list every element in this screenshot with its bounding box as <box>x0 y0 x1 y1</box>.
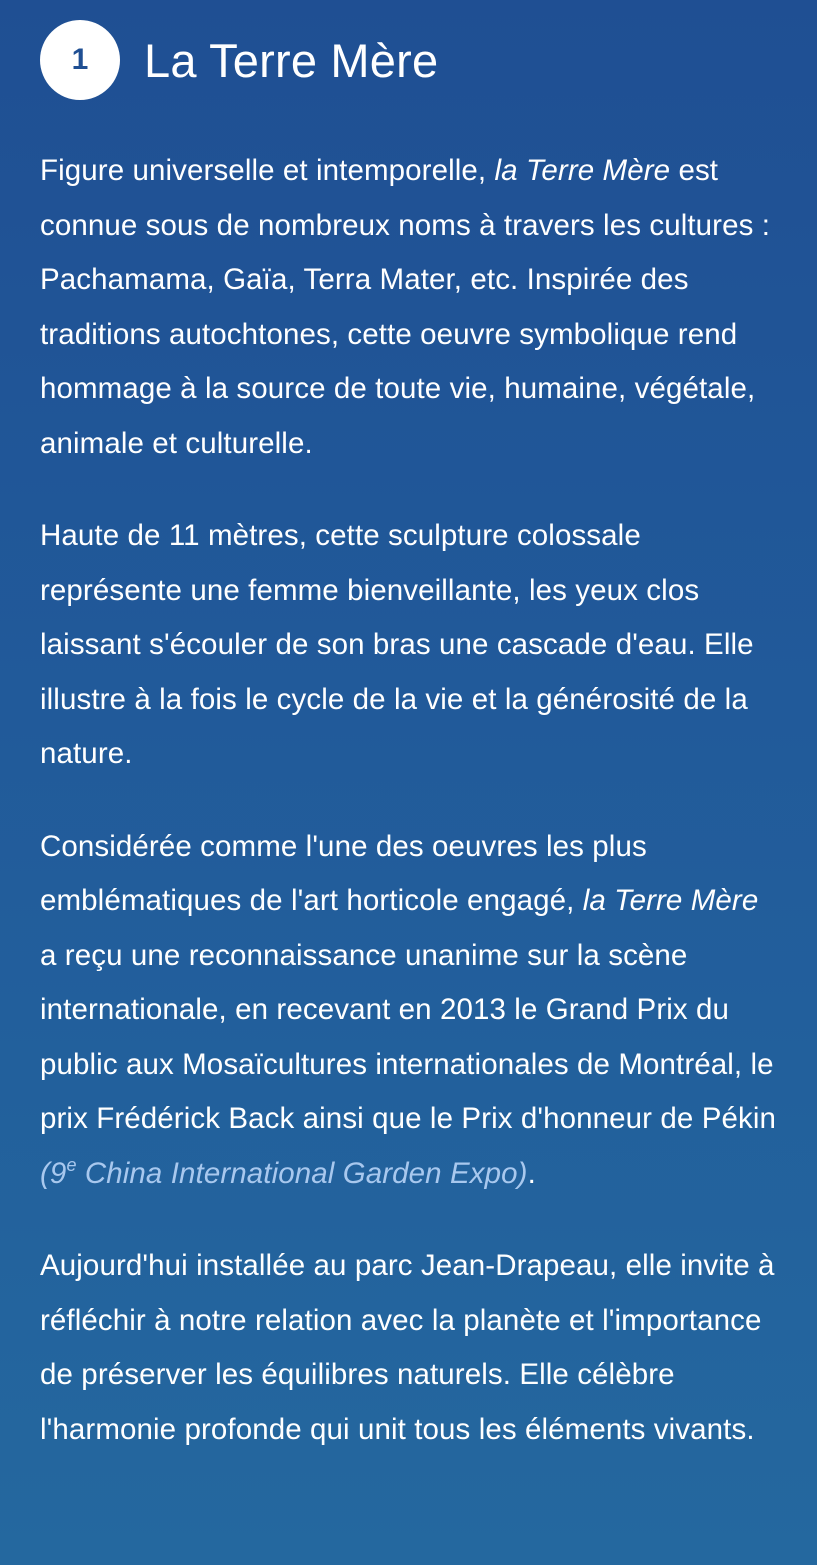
text-span: . <box>527 1156 536 1190</box>
section-header <box>40 20 777 100</box>
expo-reference <box>40 1154 528 1190</box>
italic-title: la Terre Mère <box>494 154 671 187</box>
section-title: La Terre Mère <box>144 33 439 87</box>
paragraph-description: Haute de 11 mètres, cette sculpture colossale représente une femme bienveillante, les yeux clos laissant s'écouler de son bras une cascade d'eau. Elle illustre à la fois le cycle de la vie et la générosité de la nature. <box>40 519 754 770</box>
paragraph-location: Aujourd'hui installée au parc Jean-Drapeau, elle invite à réfléchir à notre relation avec la planète et l'importance de préserver les équilibres naturels. Elle célèbre l'harmonie profonde qui unit tous les éléments vivants. <box>40 1249 775 1446</box>
ordinal-superscript: e <box>66 1154 77 1175</box>
italic-title: la Terre Mère <box>582 884 759 917</box>
expo-open: (9 <box>40 1156 67 1190</box>
paragraph-intro <box>40 144 777 471</box>
step-number-badge: 1 <box>40 20 120 100</box>
expo-name: China International Garden Expo) <box>76 1156 528 1190</box>
text-span: Considérée comme l'une des oeuvres les plus emblématiques de l'art horticole engagé, <box>40 829 647 917</box>
text-span: Figure universelle et intemporelle, <box>40 154 495 187</box>
text-span: est connue sous de nombreux noms à travers les cultures : Pachamama, Gaïa, Terra Mater, etc. Inspirée des traditions autochtones, cette oeuvre symbolique rend hommage à la source de toute vie, humaine, végétale, animale et culturelle. <box>40 154 771 460</box>
paragraph-awards <box>40 820 777 1202</box>
text-span: a reçu une reconnaissance unanime sur la scène internationale, en recevant en 2013 le Grand Prix du public aux Mosaïcultures internationales de Montréal, le prix Frédérick Back ainsi que le Prix d'honneur de Pékin <box>40 938 776 1135</box>
